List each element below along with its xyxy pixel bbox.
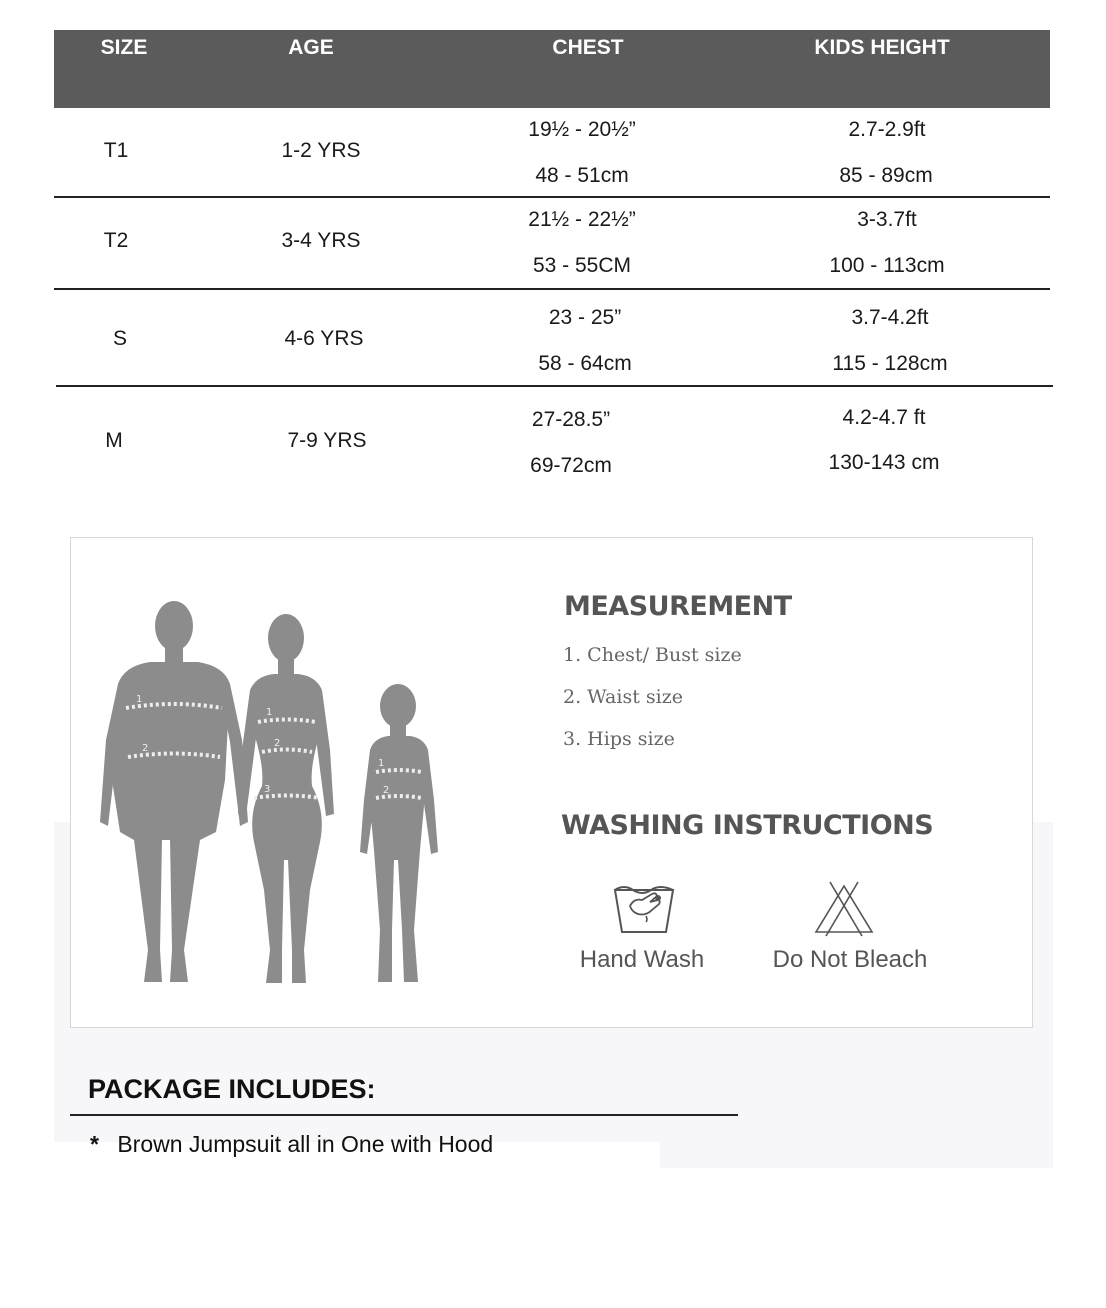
package-item xyxy=(90,1131,493,1158)
row-t1-chest-cm: 48 - 51cm xyxy=(535,164,629,187)
row-s-age: 4-6 YRS xyxy=(284,327,364,350)
row-s-chest-cm: 58 - 64cm xyxy=(538,352,632,375)
child-mark-2: 2 xyxy=(383,785,390,796)
package-bullet: * xyxy=(90,1131,99,1157)
row-t2-age: 3-4 YRS xyxy=(281,229,361,252)
row-t1-height-ft: 2.7-2.9ft xyxy=(848,118,926,141)
row-t2-height-cm: 100 - 113cm xyxy=(829,254,945,277)
header-chest: CHEST xyxy=(552,36,624,59)
body-measurement-figures xyxy=(88,590,460,995)
child-mark-1: 1 xyxy=(378,758,385,769)
row-m-height-ft: 4.2-4.7 ft xyxy=(842,406,926,429)
washing-title: WASHING INSTRUCTIONS xyxy=(561,810,934,841)
row-t2-chest-cm: 53 - 55CM xyxy=(532,254,632,277)
row-divider xyxy=(56,385,1053,387)
woman-mark-1: 1 xyxy=(266,707,273,718)
package-title: PACKAGE INCLUDES: xyxy=(88,1074,376,1104)
row-t2-chest-in: 21½ - 22½” xyxy=(528,208,636,231)
measurement-item-chest: 1. Chest/ Bust size xyxy=(563,644,742,666)
measurement-item-hips: 3. Hips size xyxy=(563,728,675,750)
child-figure xyxy=(360,684,438,982)
row-m-chest-in: 27-28.5” xyxy=(531,408,611,431)
row-t1-chest-in: 19½ - 20½” xyxy=(528,118,636,141)
row-t2-height-ft: 3-3.7ft xyxy=(857,208,917,231)
header-age: AGE xyxy=(288,36,334,59)
woman-figure xyxy=(238,614,334,983)
woman-mark-2: 2 xyxy=(274,738,281,749)
package-item-text: Brown Jumpsuit all in One with Hood xyxy=(117,1131,494,1157)
row-s-chest-in: 23 - 25” xyxy=(548,306,622,329)
row-t1-height-cm: 85 - 89cm xyxy=(839,164,933,187)
header-size: SIZE xyxy=(100,36,148,59)
measurement-item-waist: 2. Waist size xyxy=(563,686,683,708)
man-figure xyxy=(100,601,248,982)
row-divider xyxy=(54,196,1050,198)
header-kids-height: KIDS HEIGHT xyxy=(814,36,950,59)
row-s-height-cm: 115 - 128cm xyxy=(832,352,948,375)
package-underline xyxy=(70,1114,738,1116)
row-m-height-cm: 130-143 cm xyxy=(828,451,940,474)
hand-wash-label: Hand Wash xyxy=(579,946,705,973)
row-t1-size: T1 xyxy=(103,139,129,162)
row-divider xyxy=(54,288,1050,290)
row-t2-size: T2 xyxy=(103,229,129,252)
man-mark-2: 2 xyxy=(142,743,149,754)
no-bleach-icon xyxy=(812,880,876,938)
do-not-bleach-label: Do Not Bleach xyxy=(772,946,928,973)
woman-mark-3: 3 xyxy=(264,784,271,795)
row-m-age: 7-9 YRS xyxy=(287,429,367,452)
row-t1-age: 1-2 YRS xyxy=(281,139,361,162)
man-mark-1: 1 xyxy=(136,694,143,705)
row-m-size: M xyxy=(105,429,123,452)
measurement-title: MEASUREMENT xyxy=(564,591,792,622)
row-s-size: S xyxy=(112,327,128,350)
row-s-height-ft: 3.7-4.2ft xyxy=(851,306,929,329)
row-m-chest-cm: 69-72cm xyxy=(530,454,612,477)
hand-wash-icon xyxy=(612,880,676,936)
